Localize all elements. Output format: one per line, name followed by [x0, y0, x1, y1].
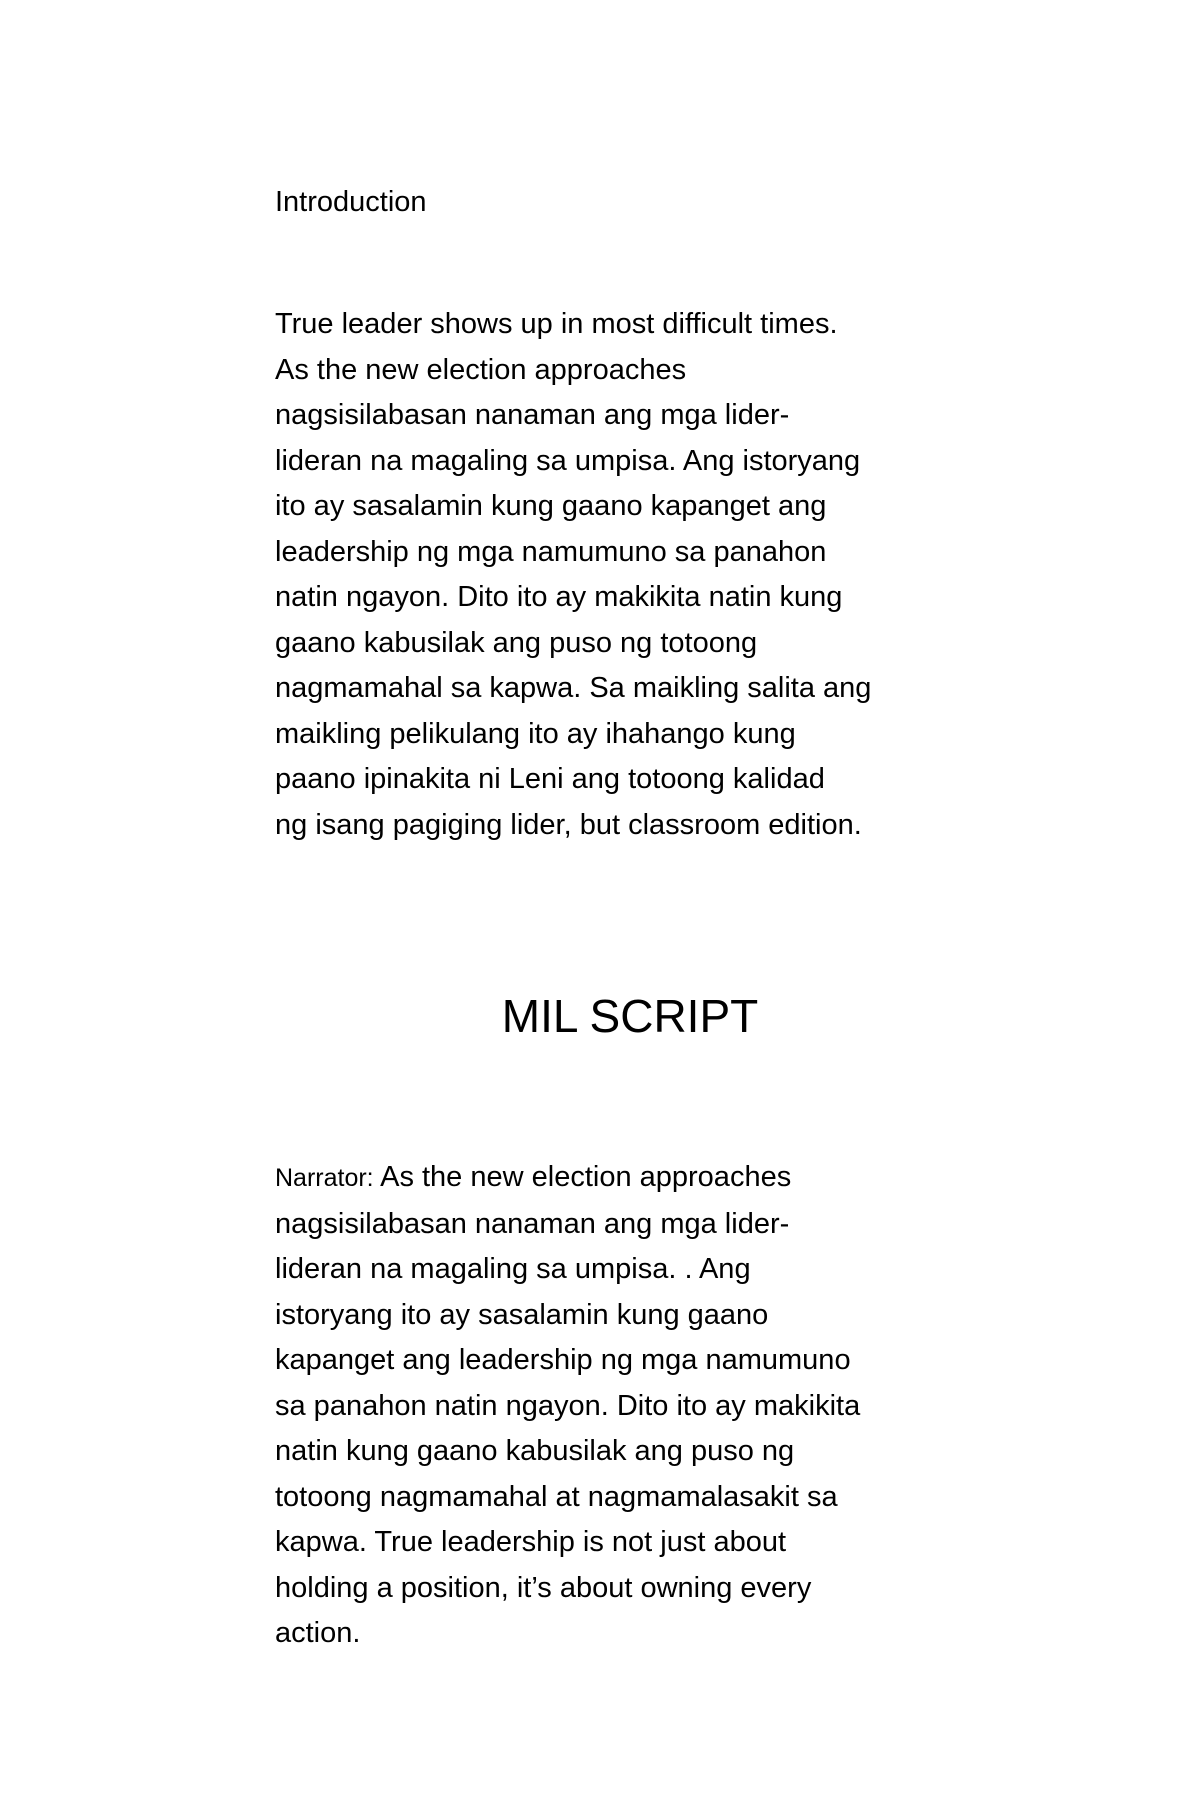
paragraph-line: True leader shows up in most difficult times. — [275, 308, 838, 340]
paragraph-line: totoong nagmamahal at nagmamalasakit sa — [275, 1480, 838, 1513]
paragraph-line: lideran na magaling sa umpisa. Ang istoryang — [275, 444, 861, 477]
paragraph-line: maikling pelikulang ito ay ihahango kung — [275, 717, 796, 750]
narrator-text: As the new election approaches — [373, 1161, 792, 1193]
introduction-paragraph — [275, 302, 935, 848]
paragraph-line: gaano kabusilak ang puso ng totoong — [275, 626, 758, 659]
paragraph-line — [275, 1155, 935, 1202]
paragraph-line: nagsisilabasan nanaman ang mga lider- — [275, 399, 790, 431]
paragraph-line: natin ngayon. Dito ito ay makikita natin kung — [275, 581, 843, 613]
paragraph-line: lideran na magaling sa umpisa. . Ang — [275, 1253, 751, 1285]
script-title: MIL SCRIPT — [501, 990, 759, 1042]
paragraph-line: sa panahon natin ngayon. Dito ito ay makikita — [275, 1389, 861, 1422]
paragraph-line: As the new election approaches — [275, 353, 687, 386]
paragraph-line: leadership ng mga namumuno sa panahon — [275, 535, 827, 568]
speaker-label: Narrator: — [275, 1164, 374, 1192]
paragraph-line: holding a position, it’s about owning every — [275, 1571, 812, 1604]
paragraph-line: istoryang ito ay sasalamin kung gaano — [275, 1298, 769, 1331]
introduction-heading: Introduction — [275, 186, 427, 218]
paragraph-line: natin kung gaano kabusilak ang puso ng — [275, 1435, 795, 1467]
paragraph-line: kapanget ang leadership ng mga namumuno — [275, 1344, 851, 1376]
paragraph-line: action. — [275, 1617, 361, 1649]
paragraph-line: ng isang pagiging lider, but classroom edition. — [275, 808, 862, 841]
paragraph-line: kapwa. True leadership is not just about — [275, 1526, 787, 1558]
paragraph-line: ito ay sasalamin kung gaano kapanget ang — [275, 490, 827, 522]
paragraph-line: nagmamahal sa kapwa. Sa maikling salita ang — [275, 672, 872, 704]
paragraph-line: nagsisilabasan nanaman ang mga lider- — [275, 1207, 790, 1240]
paragraph-line: paano ipinakita ni Leni ang totoong kalidad — [275, 763, 825, 795]
narrator-paragraph — [275, 1155, 935, 1657]
